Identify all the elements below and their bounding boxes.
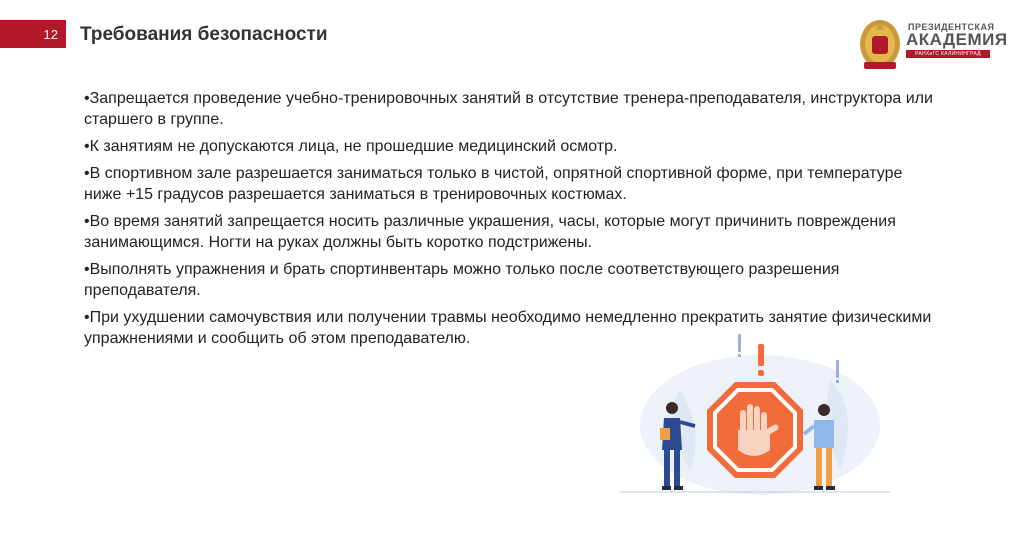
logo-strip: РАНХиГС КАЛИНИНГРАД (906, 50, 990, 58)
bullet-item: • Запрещается проведение учебно-тренировочных занятий в отсутствие тренера-преподавателя, инструктора или старшего в группе. (84, 88, 934, 130)
bullet-item: • Во время занятий запрещается носить различные украшения, часы, которые могут причинить повреждения занимающимся. Ногти на руках должны быть коротко подстрижены. (84, 211, 934, 253)
exclamation-icon (758, 344, 764, 376)
bullet-item: • Выполнять упражнения и брать спортинвентарь можно только после соответствующего разрешения преподавателя. (84, 259, 934, 301)
bullet-item: • При ухудшении самочувствия или получении травмы необходимо немедленно прекратить занятие физическими упражнениями и сообщить об этом преподавателю. (84, 307, 934, 349)
bullet-item: • К занятиям не допускаются лица, не прошедшие медицинский осмотр. (84, 136, 934, 157)
emblem-icon (860, 20, 900, 69)
bullet-item: • В спортивном зале разрешается заниматься только в чистой, опрятной спортивной форме, при температуре ниже +15 градусов разрешается заниматься в тренировочных костюмах. (84, 163, 934, 205)
stop-sign-icon (707, 382, 803, 478)
exclamation-icon (738, 334, 741, 357)
logo-line-1: ПРЕЗИДЕНТСКАЯ (908, 22, 995, 32)
stop-illustration (620, 330, 900, 500)
logo-line-2: АКАДЕМИЯ (906, 30, 1008, 49)
bullet-list (84, 88, 934, 355)
slide-number: 12 (0, 20, 66, 48)
page-title: Требования безопасности (80, 24, 328, 45)
